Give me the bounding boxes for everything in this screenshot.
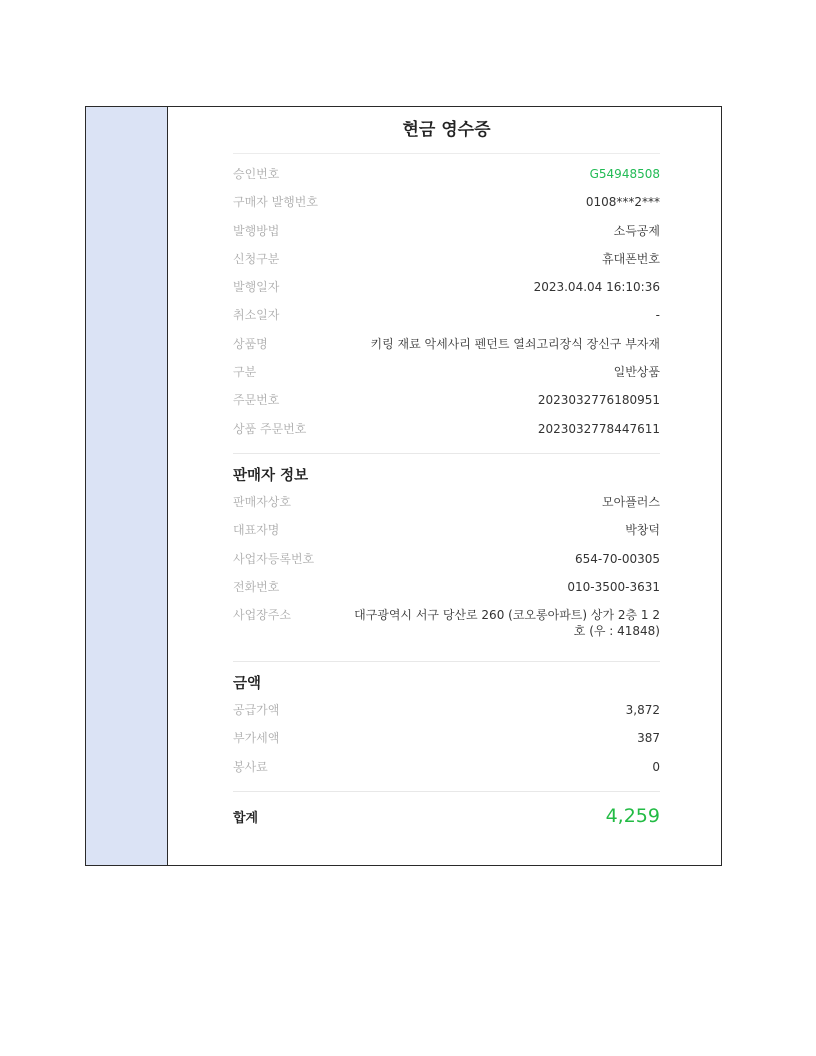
- info-row-approval-number: [233, 166, 660, 194]
- info-label: 신청구분: [233, 251, 280, 266]
- divider: [233, 791, 660, 792]
- info-label: 상품명: [233, 336, 268, 351]
- divider: [233, 661, 660, 662]
- amount-row-service-fee: [233, 759, 660, 787]
- amount-section-title: 금액: [233, 676, 262, 693]
- info-row-issue-date: [233, 279, 660, 307]
- info-value: 387: [637, 731, 660, 746]
- info-row-buyer-number: [233, 194, 660, 222]
- info-value: 0108***2***: [585, 195, 660, 210]
- receipt-info: [233, 154, 660, 449]
- amount-info: [233, 702, 660, 787]
- document-frame: [85, 106, 722, 866]
- seller-row-phone: [233, 579, 660, 607]
- info-label: 주문번호: [233, 393, 280, 408]
- info-label: 사업자등록번호: [233, 551, 315, 566]
- info-label: 판매자상호: [233, 494, 291, 509]
- cash-receipt: [233, 107, 660, 838]
- info-row-issue-method: [233, 223, 660, 251]
- seller-row-address: [233, 607, 660, 657]
- info-value: 2023032778447611: [537, 421, 660, 436]
- info-row-category: [233, 364, 660, 392]
- info-label: 취소일자: [233, 308, 280, 323]
- divider: [233, 453, 660, 454]
- seller-info: [233, 494, 660, 657]
- seller-row-business-name: [233, 494, 660, 522]
- side-panel: [86, 107, 168, 865]
- total-label: 합계: [233, 810, 259, 826]
- receipt-title: 현금 영수증: [402, 120, 491, 140]
- info-value: -: [655, 308, 660, 323]
- info-value: 휴대폰번호: [602, 251, 660, 266]
- info-label: 구매자 발행번호: [233, 195, 318, 210]
- info-row-product-name: [233, 336, 660, 364]
- info-label: 발행일자: [233, 280, 280, 295]
- info-label: 대표자명: [233, 523, 280, 538]
- info-value: 0: [652, 759, 660, 774]
- info-value: 일반상품: [613, 365, 660, 380]
- info-value: 키링 재료 악세사리 펜던트 열쇠고리장식 장신구 부자재: [370, 336, 660, 351]
- info-row-order-number: [233, 392, 660, 420]
- info-label: 승인번호: [233, 167, 280, 181]
- info-value: 010-3500-3631: [567, 579, 660, 594]
- info-label: 부가세액: [233, 731, 280, 746]
- approval-number: G54948508: [589, 167, 660, 181]
- info-value: 소득공제: [613, 223, 660, 238]
- total-amount: 4,259: [605, 805, 660, 828]
- total-row: [233, 794, 660, 838]
- info-label: 봉사료: [233, 759, 268, 774]
- info-value: 대구광역시 서구 당산로 260 (코오롱아파트) 상가 2층 1 2호 (우 : 41848): [354, 608, 660, 639]
- info-value: 654-70-00305: [574, 551, 660, 566]
- info-label: 전화번호: [233, 579, 280, 594]
- info-label: 구분: [233, 365, 257, 380]
- info-label: 상품 주문번호: [233, 421, 307, 436]
- info-value: 2023032776180951: [537, 393, 660, 408]
- seller-row-representative: [233, 522, 660, 550]
- info-row-request-type: [233, 251, 660, 279]
- info-row-product-order-number: [233, 421, 660, 449]
- info-row-cancel-date: [233, 307, 660, 335]
- amount-row-supply: [233, 702, 660, 730]
- info-value: 2023.04.04 16:10:36: [533, 280, 660, 295]
- amount-row-vat: [233, 730, 660, 758]
- info-value: 박창덕: [625, 523, 660, 538]
- info-label: 공급가액: [233, 703, 280, 718]
- seller-section-title: 판매자 정보: [233, 467, 309, 484]
- seller-row-registration-number: [233, 551, 660, 579]
- info-label: 발행방법: [233, 223, 280, 238]
- info-value: 3,872: [625, 703, 660, 718]
- info-value: 모아플러스: [602, 494, 660, 509]
- info-label: 사업장주소: [233, 608, 291, 623]
